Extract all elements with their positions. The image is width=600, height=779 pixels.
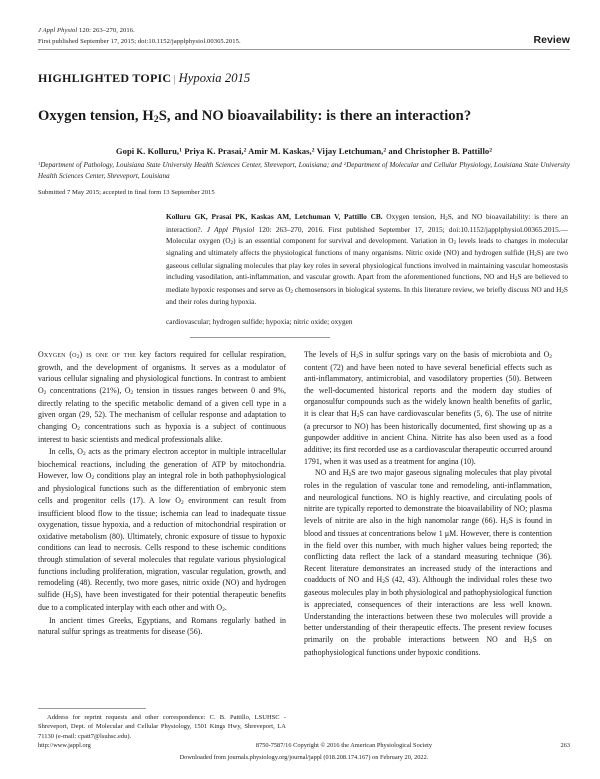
footer-main-row [38, 742, 570, 749]
title-subscript: 2 [153, 114, 159, 126]
paragraph: NO and $H_2S$ are two major gaseous signaling molecules that play pivotal roles in the regulation of vascular tone and remodeling, anti-inflammation, and neurological functions. NO is highly reactive, and circulating pools of nitrite are typically reported to demonstrate the bioavailability of NO; plasma levels of nitrite are also in the high nanomolar range (66). $H_2S$ is found in blood and tissues at concentrations below 1 μM. However, there is contention in the field over this number, with much higher values being reported; the conflicting data reflect the lack of a standard measuring technique (36). Recent literature demonstrates an increased study of the interactions and coadducts of NO and $H_2S$ (42, 43). Although the individual roles these two gaseous molecules play in both physiological and pathophysiological function is appreciated, consequences of their interactions are less well known. Understanding the interactions between these two molecules will provide a better understanding of their therapeutic effects. The present review focuses primarily on the probable interactions between NO and $H_2S$ on pathophysiological functions under hypoxic conditions. [304, 468, 552, 657]
abstract-body: 120: 263–270, 2016. First published September 17, 2015; doi:10.1152/japplphysiol.00365.2015.—Molecular oxygen $(O_2)$ is an essential component for survival and development. Variation in $O_2$ levels leads to changes in molecular signaling and ultimately affects the physiological functions of many organisms. Nitric oxide (NO) and hydrogen sulfide $(H_2S)$ are two gaseous cellular signaling molecules that play key roles in several physiological functions involved in maintaining vascular homeostasis including vasodilation, anti-inflammation, and vascular growth. Apart from the aforementioned functions, NO and $H_2S$ are believed to mediate hypoxic responses and serve as $O_2$ chemosensors in biological systems. In this literature review, we briefly discuss NO and $H_2S$ and their roles during hypoxia. [166, 224, 569, 307]
author-list: Gopi K. Kolluru,$^1$ Priya K. Prasai,$^2$ Amir M. Kaskas,$^2$ Vijay Letchuman,$^2$ and Christopher B. Pattillo$^2$ [115, 145, 493, 156]
highlighted-topic-name: Hypoxia 2015 [178, 71, 251, 86]
masthead-citation [38, 26, 241, 47]
paragraph: In cells, $O_2$ acts as the primary electron acceptor in multiple intracellular biochemical reactions, including the generation of ATP by mitochondria. However, low $O_2$ conditions play an integral role in both pathophysiological and physiological functions such as the differentiation of embryonic stem cells and progenitor cells (17). A low $O_2$ environment can result from insufficient blood flow to the tissue; ischemia can lead to inadequate tissue oxygenation, tissue hypoxia, and a reduction of mitochondrial respiration or oxidative metabolism (80). Ultimately, chronic exposure of tissue to hypoxic conditions can lead to necrosis. Cells respond to these ischemic conditions through stimulation of several molecules that regulate various physiological functions including proliferation, migration, vascular regulation, growth, and remodeling (48). Recently, two more gases, nitric oxide (NO) and hydrogen sulfide $(H_2S)$, have been investigated for their potential therapeutic benefits due to a complicated interplay with each other and with $O_2$. [38, 446, 287, 613]
copyright-notice: 8750-7587/16 Copyright © 2016 the American Physiological Society [255, 742, 433, 749]
download-watermark: Downloaded from journals.physiology.org/journal/jappl (018.208.174.167) on February 20, 2022. [179, 754, 429, 761]
journal-name: J Appl Physiol [38, 27, 78, 34]
title-part-1: Oxygen tension, H [38, 108, 154, 125]
highlighted-topic-label: HIGHLIGHTED TOPIC [38, 71, 172, 86]
paragraph: Oxygen $(o_2)$ is one of the key factors required for cellular respiration, growth, and the development of organisms. It serves as a modulator of various cellular signaling and physiological functions. In contrast to ambient $O_2$ concentrations (21%), $O_2$ tension in tissues ranges between 0 and 9%, directly relating to the specific metabolic demand of a given cell type in a given organ (29, 52). The mechanism of cellular response and adaptation to changing $O_2$ concentrations such as hypoxia is a subject of continuous interest to basic scientists and medical professionals alike. [38, 349, 286, 444]
abstract-citation-authors: Kolluru GK, Prasai PK, Kaskas AM, Letchuman V, Pattillo CB. [166, 212, 383, 222]
correspondence-footnote [38, 708, 286, 741]
paragraph: The levels of $H_2S$ in sulfur springs vary on the basis of microbiota and $O_2$ content (72) and have been noted to have several beneficial effects such as anti-inflammatory, antimicrobial, and vasodilatory properties (50). Between the well-documented historical reports and the modern day studies of organosulfur compounds such as the widely known health benefits of garlic, it is clear that $H_2S$ can have cardiovascular benefits (5, 6). The use of nitrite (a precursor to NO) has been historically documented, first showing up as a gunpowder additive in ancient China. Nitrite has also been used as a food additive; its first recorded use as a cardiovascular therapeutic occurred around 1791, when it was used as a treatment for angina (10). [304, 349, 552, 466]
page-footer [38, 742, 570, 761]
footnote-text: Address for reprint requests and other correspondence: C. B. Pattillo, LSUHSC - Shreveport, Dept. of Molecular and Cellular Physiology, 1501 Kings Hwy, Shreveport, LA 71130 (e-mail: cpatt7@lsuhsc.edu). [38, 713, 286, 740]
author-affiliations: $^1$Department of Pathology, Louisiana State University Health Sciences Center, Shreveport, Louisiana; and $^2$Department of Molecular and Cellular Physiology, Louisiana State University Health Sciences Center, Shreveport, Louisiana [38, 160, 570, 180]
masthead [38, 26, 570, 47]
keywords-divider [190, 337, 330, 338]
journal-volume-pages: 120: 263–270, 2016. [77, 27, 135, 34]
masthead-divider [38, 49, 570, 50]
keywords: cardiovascular; hydrogen sulfide; hypoxia; nitric oxide; oxygen [166, 316, 353, 326]
journal-url-link[interactable]: http://www.jappl.org [38, 742, 91, 749]
highlighted-topic [38, 71, 570, 86]
page-title [38, 107, 570, 127]
left-column [38, 349, 286, 659]
right-column [304, 349, 552, 659]
abstract-citation-title: Oxygen tension, $H_2S$, and NO bioavailability: is there an interaction?. [166, 212, 568, 234]
submission-dates: Submitted 7 May 2015; accepted in final form 13 September 2015 [38, 189, 215, 197]
abstract [166, 211, 568, 307]
body-columns [38, 349, 570, 659]
paragraph: In ancient times Greeks, Egyptians, and Romans regularly bathed in natural sulfur springs as treatments for disease (56). [38, 615, 286, 637]
title-part-2: S, and NO bioavailability: is there an interaction? [158, 108, 472, 125]
doi-line: First published September 17, 2015; doi:10.1152/japplphysiol.00365.2015. [38, 37, 241, 45]
page-number: 263 [560, 742, 570, 749]
footnote-divider [38, 708, 146, 709]
topic-separator: | [173, 73, 176, 86]
section-label: Review [533, 34, 570, 47]
journal-citation-line [38, 26, 241, 37]
abstract-journal-name: J Appl Physiol [206, 224, 255, 234]
